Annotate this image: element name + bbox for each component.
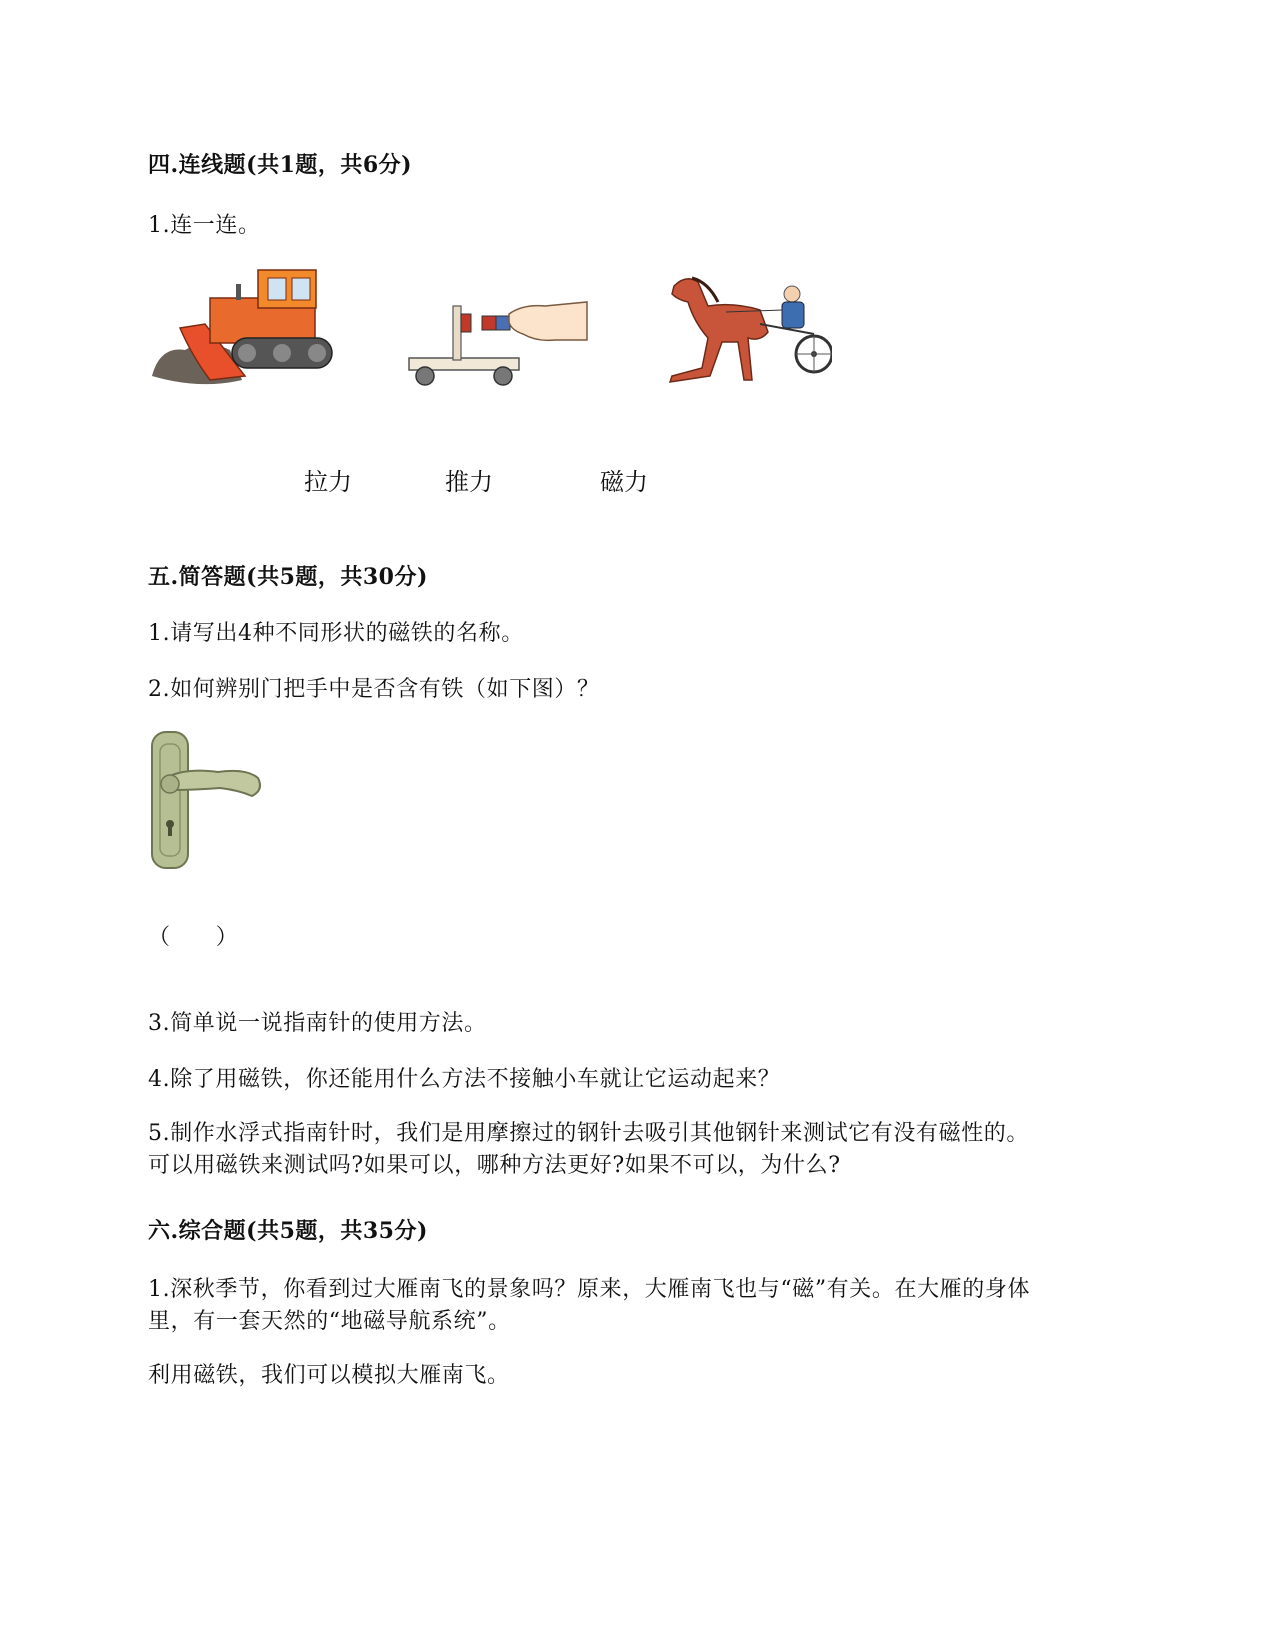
section-heading-6: 六.综合题(共5题，共35分) [148, 1218, 428, 1244]
question-6-1-line-1: 1.深秋季节，你看到过大雁南飞的景象吗？原来，大雁南飞也与“磁”有关。在大雁的身体 [148, 1277, 1031, 1302]
question-5-2: 2.如何辨别门把手中是否含有铁（如下图）？ [148, 677, 600, 702]
question-6-1-line-3: 利用磁铁，我们可以模拟大雁南飞。 [148, 1363, 510, 1388]
question-5-4: 4.除了用磁铁，你还能用什么方法不接触小车就让它运动起来？ [148, 1067, 781, 1092]
handle-plate [152, 732, 188, 868]
horse [670, 279, 768, 382]
bulldozer-illustration [150, 268, 345, 398]
question-5-3: 3.简单说一说指南针的使用方法。 [148, 1011, 487, 1036]
question-5-5-line-2: 可以用磁铁来测试吗?如果可以，哪种方法更好?如果不可以，为什么? [148, 1153, 841, 1178]
question-6-1-line-2: 里，有一套天然的“地磁导航系统”。 [148, 1309, 511, 1334]
hand [509, 302, 587, 340]
driver [782, 302, 804, 328]
question-4-1: 1.连一连。 [148, 213, 261, 238]
magnet-cart-illustration [405, 296, 590, 391]
answer-bracket: （ ） [148, 925, 239, 950]
door-handle-illustration [148, 728, 268, 873]
bar-magnet [482, 316, 496, 330]
label-push-force: 推力 [445, 468, 493, 496]
label-magnetic-force: 磁力 [600, 468, 648, 496]
section-heading-4: 四.连线题(共1题，共6分) [148, 152, 413, 178]
section-heading-5: 五.简答题(共5题，共30分) [148, 564, 428, 590]
label-pull-force: 拉力 [304, 468, 352, 496]
question-5-5-line-1: 5.制作水浮式指南针时，我们是用摩擦过的钢针去吸引其他钢针来测试它有没有磁性的。 [148, 1121, 1029, 1146]
horse-cart-illustration [664, 272, 832, 387]
question-5-1: 1.请写出4种不同形状的磁铁的名称。 [148, 621, 524, 646]
